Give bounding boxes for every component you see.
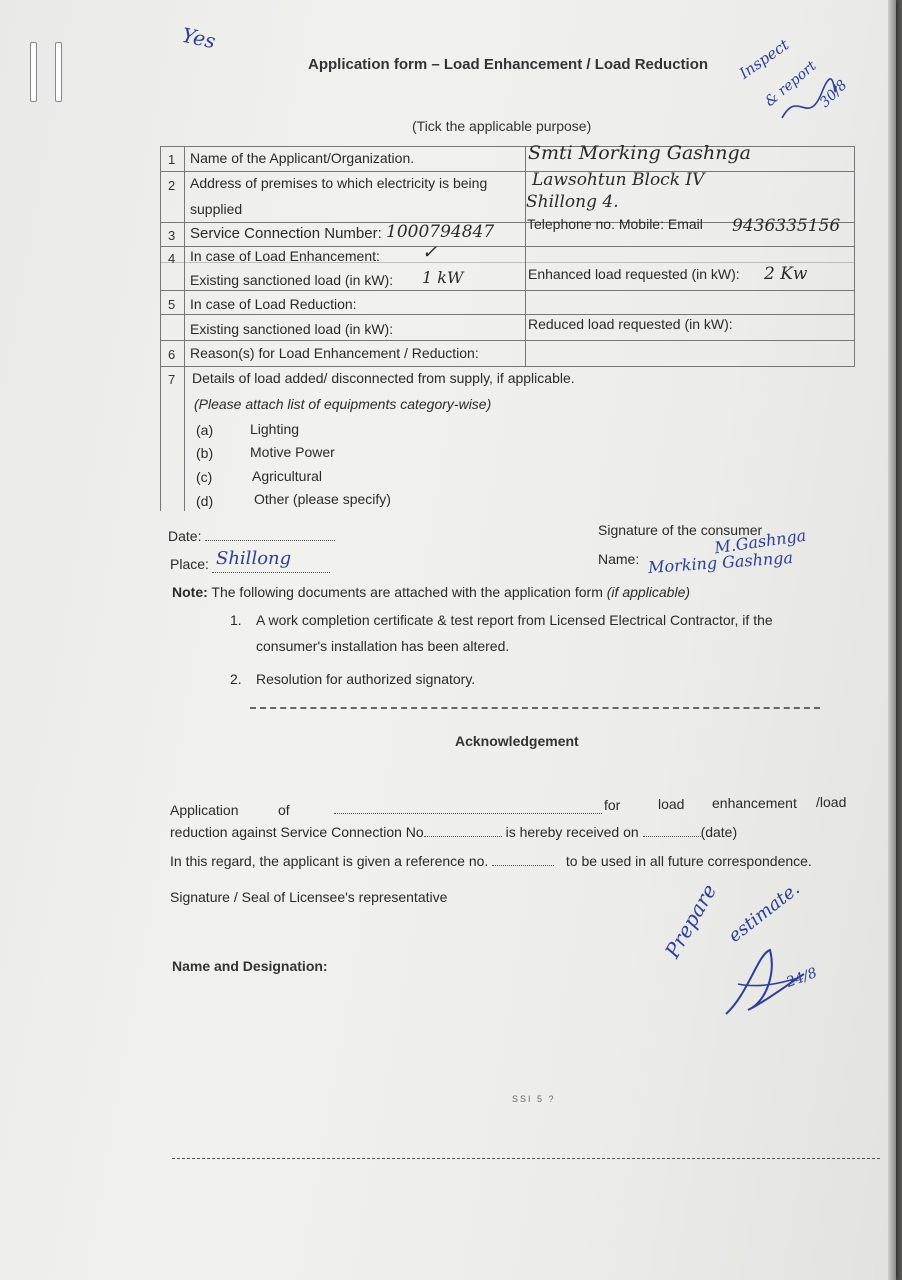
- punch-mark: [55, 42, 62, 102]
- handwritten-estimate: estimate.: [724, 878, 804, 947]
- category-key: (b): [196, 445, 214, 461]
- address-value: Lawsohtun Block IV: [532, 170, 705, 190]
- category-label: Agricultural: [252, 468, 323, 484]
- category-key: (d): [196, 493, 214, 509]
- category-label: Motive Power: [250, 444, 335, 460]
- ack-line3: In this regard, the applicant is given a reference no. to be used in all future correspondence.: [170, 853, 812, 869]
- stamp-text: SSI 5 ?: [512, 1094, 556, 1104]
- consumer-name-value: Morking Gashnga: [647, 547, 794, 578]
- annotation-inspect: Inspect: [735, 35, 793, 83]
- application-table: [160, 142, 855, 511]
- signature-scribble: [778, 78, 838, 128]
- consumer-signature: M.Gashnga: [713, 525, 808, 558]
- tick-mark: ✓: [422, 242, 438, 263]
- service-connection-label: Service Connection Number:: [190, 225, 382, 242]
- existing-load-label: Existing sanctioned load (in kW):: [190, 272, 394, 288]
- name-designation-label: Name and Designation:: [172, 958, 328, 974]
- existing-load-value: 1 kW: [422, 268, 464, 287]
- doc1-text-2: consumer's installation has been altered.: [256, 638, 510, 654]
- ack-line2: reduction against Service Connection No is hereby received on (date): [170, 824, 738, 840]
- dotted-blank: [334, 813, 602, 814]
- acknowledgement-title: Acknowledgement: [455, 733, 579, 749]
- telephone-value: 9436335156: [732, 216, 841, 236]
- category-label: Lighting: [250, 421, 300, 437]
- ack-word: load: [658, 796, 685, 812]
- load-details-label: Details of load added/ disconnected from supply, if applicable.: [192, 370, 575, 386]
- load-reduction-label: In case of Load Reduction:: [190, 296, 357, 312]
- place-label: Place:: [170, 556, 209, 572]
- enhanced-load-value: 2 Kw: [764, 264, 808, 284]
- doc2-text: Resolution for authorized signatory.: [256, 671, 476, 687]
- address-label-2: supplied: [190, 201, 243, 217]
- doc1-text: A work completion certificate & test report from Licensed Electrical Contractor, if the: [256, 612, 773, 628]
- reason-label: Reason(s) for Load Enhancement / Reduction:: [190, 345, 479, 361]
- row-number: 4: [168, 251, 176, 266]
- ack-word: for: [604, 797, 621, 813]
- note-label: Note:: [172, 584, 208, 600]
- address-label: Address of premises to which electricity is being: [190, 175, 488, 191]
- handwritten-prepare: Prepare: [660, 879, 722, 962]
- applicant-name-label: Name of the Applicant/Organization.: [190, 150, 415, 166]
- address-value-2: Shillong 4.: [526, 192, 619, 212]
- category-label: Other (please specify): [254, 491, 391, 507]
- category-key: (c): [196, 469, 213, 485]
- service-connection-value: 1000794847: [386, 222, 495, 242]
- note-italic: (if applicable): [606, 584, 691, 600]
- row-number: 5: [168, 297, 176, 312]
- enhanced-load-label: Enhanced load requested (in kW):: [528, 266, 740, 282]
- category-key: (a): [196, 422, 214, 438]
- applicant-name-value: Smti Morking Gashnga: [528, 142, 752, 164]
- form-title: Application form – Load Enhancement / Load Reduction: [308, 56, 709, 73]
- name-label: Name:: [598, 551, 640, 567]
- ack-word: /load: [816, 794, 847, 810]
- row-number: 3: [168, 228, 176, 243]
- date-label: Date:: [168, 528, 335, 544]
- ack-word: Application: [170, 802, 239, 818]
- existing-load-label-reduction: Existing sanctioned load (in kW):: [190, 321, 394, 337]
- place-value: Shillong: [216, 548, 292, 569]
- reduced-load-label: Reduced load requested (in kW):: [528, 316, 733, 332]
- ack-word: enhancement: [712, 795, 797, 811]
- annotation-yes: Yes: [179, 22, 218, 54]
- note-line: [172, 584, 690, 600]
- annotation-report: & report: [762, 58, 820, 110]
- cut-line: [250, 707, 820, 709]
- punch-mark: [30, 42, 37, 102]
- telephone-label: Telephone no. Mobile: Email: [527, 216, 703, 232]
- doc-number: 2.: [230, 671, 242, 687]
- doc-number: 1.: [230, 612, 242, 628]
- signature-label: Signature of the consumer: [598, 522, 763, 538]
- row-number: 7: [168, 372, 176, 387]
- row-number: 6: [168, 347, 176, 362]
- row-number: 2: [168, 178, 176, 193]
- licensee-signature-label: Signature / Seal of Licensee's representative: [170, 889, 448, 905]
- row-number: 1: [168, 152, 176, 167]
- bottom-rule: [172, 1158, 880, 1159]
- load-enhancement-label: In case of Load Enhancement:: [190, 248, 380, 264]
- annotation-date: 30/8: [816, 77, 851, 111]
- handwritten-date: 24/8: [784, 965, 820, 991]
- ack-word: of: [278, 802, 290, 818]
- form-subtitle: (Tick the applicable purpose): [412, 118, 592, 134]
- load-details-note: (Please attach list of equipments category-wise): [194, 396, 492, 412]
- place-underline: [212, 572, 330, 573]
- page-edge: [888, 0, 896, 1280]
- note-text: The following documents are attached with the application form: [211, 584, 603, 600]
